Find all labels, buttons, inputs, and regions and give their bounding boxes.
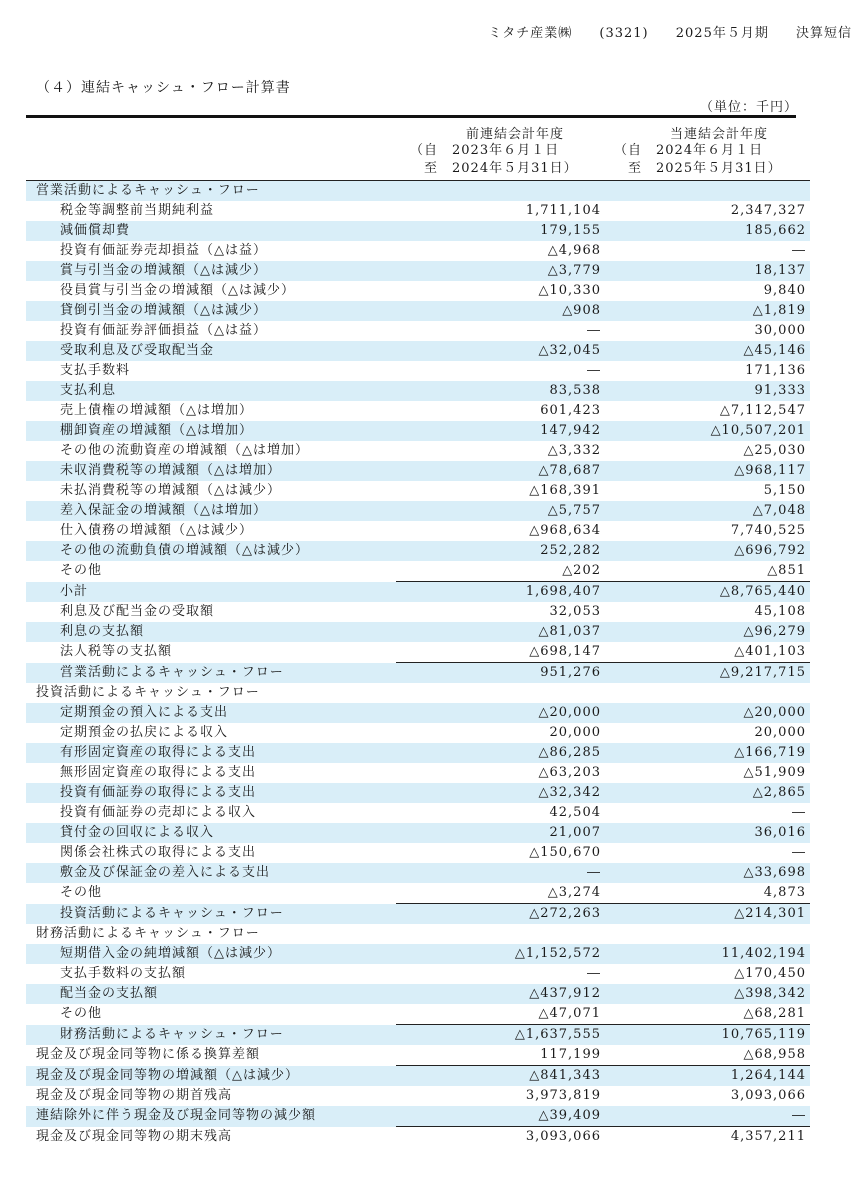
current-year-value: △968,117 [607, 461, 810, 481]
row-label: 差入保証金の増減額（△は増加） [26, 501, 396, 521]
row-label: 未収消費税等の増減額（△は増加） [26, 461, 396, 481]
prior-year-value: △1,637,555 [396, 1025, 607, 1046]
current-year-value: 10,765,119 [607, 1025, 810, 1046]
prior-year-value [396, 181, 607, 202]
prior-year-value: △32,045 [396, 341, 607, 361]
table-row [26, 883, 810, 904]
prior-year-value: △3,274 [547, 885, 601, 900]
current-year-value: 3,093,066 [730, 1088, 806, 1103]
row-label: 配当金の支払額 [26, 984, 396, 1004]
column-header-current-year [614, 123, 824, 178]
table-row [26, 1127, 810, 1148]
current-year-value: 9,840 [763, 283, 806, 298]
prior-year-value: 252,282 [396, 541, 607, 561]
row-label: その他 [60, 563, 103, 579]
row-label: 関係会社株式の取得による支出 [60, 845, 257, 860]
prior-year-value: 117,199 [540, 1047, 601, 1062]
row-label: 仕入債務の増減額（△は減少） [60, 523, 253, 538]
row-label: 無形固定資産の取得による支出 [60, 765, 257, 780]
prior-year-value: 179,155 [396, 221, 607, 241]
current-year-value: △33,698 [607, 863, 810, 883]
prior-year-value: 1,711,104 [525, 203, 601, 218]
prior-year-value: △908 [396, 301, 607, 321]
table-row [26, 1025, 810, 1046]
current-year-value: △1,819 [607, 301, 810, 321]
column-title: 当連結会計年度 [669, 127, 768, 142]
table-row [26, 683, 810, 703]
document-type: 決算短信 [795, 26, 852, 41]
row-label: 財務活動によるキャッシュ・フロー [26, 1025, 396, 1046]
row-label: 有形固定資産の取得による支出 [26, 743, 396, 763]
row-label: 貸付金の回収による収入 [26, 823, 396, 843]
table-row [26, 481, 810, 501]
table-row [26, 541, 810, 561]
table-row [26, 823, 810, 843]
column-header-prior-year [410, 123, 620, 178]
row-label: 賞与引当金の増減額（△は減少） [26, 261, 396, 281]
current-year-value: △7,112,547 [719, 403, 806, 418]
current-year-value: △170,450 [734, 966, 806, 981]
table-row [26, 984, 810, 1004]
prior-year-value: 42,504 [549, 805, 601, 820]
column-title: 前連結会計年度 [465, 127, 564, 142]
current-year-value [607, 683, 810, 703]
prior-year-value: ― [396, 863, 607, 883]
row-label: 定期預金の払戻による収入 [60, 725, 229, 740]
prior-year-value: 1,698,407 [396, 582, 607, 603]
current-year-value: ― [792, 243, 806, 258]
prior-year-value: △168,391 [529, 483, 601, 498]
current-year-value: △10,507,201 [607, 421, 810, 441]
cash-flow-statement [26, 115, 806, 1147]
prior-year-value: ― [587, 363, 601, 378]
row-label: 連結除外に伴う現金及び現金同等物の減少額 [26, 1106, 396, 1127]
prior-year-value: △202 [562, 563, 601, 578]
prior-year-value: 21,007 [396, 823, 607, 843]
prior-year-value: △81,037 [396, 622, 607, 642]
prior-year-value: △5,757 [396, 501, 607, 521]
table-row [26, 561, 810, 582]
prior-year-value: △841,343 [396, 1066, 607, 1087]
stock-code: (3321) [599, 26, 649, 41]
prior-year-value: △272,263 [396, 904, 607, 925]
row-label: 法人税等の支払額 [60, 644, 173, 660]
current-year-value: △96,279 [607, 622, 810, 642]
table-row [26, 843, 810, 863]
prior-year-value: ― [587, 323, 601, 338]
table-row [26, 863, 810, 883]
row-label: その他の流動資産の増減額（△は増加） [60, 443, 309, 458]
prior-year-value: △968,634 [529, 523, 601, 538]
unit-label: （単位：千円） [700, 100, 799, 115]
table-row [26, 663, 810, 684]
prior-year-value: △78,687 [396, 461, 607, 481]
table-row [26, 421, 810, 441]
column-period-from: （自 2023年６月１日 [410, 143, 560, 158]
prior-year-value: △20,000 [396, 703, 607, 723]
table-row [26, 441, 810, 461]
table-row [26, 401, 810, 421]
company-name: ミタチ産業㈱ [488, 26, 573, 41]
table-row [26, 803, 810, 823]
table-row [26, 944, 810, 964]
row-label: 投資活動によるキャッシュ・フロー [36, 685, 260, 700]
current-year-value: △68,958 [743, 1047, 806, 1062]
table-row [26, 1106, 810, 1127]
column-period-from: （自 2024年６月１日 [614, 143, 764, 158]
prior-year-value: △3,332 [547, 443, 601, 458]
row-label: 未払消費税等の増減額（△は減少） [60, 483, 281, 498]
table-row [26, 301, 810, 321]
row-label: 投資有価証券の取得による支出 [26, 783, 396, 803]
current-year-value: 45,108 [754, 604, 806, 619]
current-year-value: △9,217,715 [607, 663, 810, 684]
row-label: 貸倒引当金の増減額（△は減少） [26, 301, 396, 321]
current-year-value: 18,137 [607, 261, 810, 281]
row-label: 利息及び配当金の受取額 [60, 604, 215, 619]
table-row [26, 1066, 810, 1087]
current-year-value: △214,301 [607, 904, 810, 925]
current-year-value: 20,000 [754, 725, 806, 740]
row-label: その他 [60, 885, 103, 901]
cash-flow-table [26, 180, 810, 1147]
current-year-value: 4,873 [763, 885, 806, 900]
row-label: 投資活動によるキャッシュ・フロー [26, 904, 396, 925]
prior-year-value: 3,093,066 [396, 1127, 607, 1148]
prior-year-value: 951,276 [396, 663, 607, 684]
current-year-value [607, 924, 810, 944]
row-label: 小計 [26, 582, 396, 603]
row-label: 支払手数料の支払額 [60, 966, 187, 981]
column-period-to: 至 2024年５月31日） [410, 161, 578, 176]
table-row [26, 521, 810, 541]
table-row [26, 582, 810, 603]
row-label: 受取利息及び受取配当金 [26, 341, 396, 361]
row-label: 短期借入金の純増減額（△は減少） [26, 944, 396, 964]
table-row [26, 261, 810, 281]
prior-year-value: 83,538 [396, 381, 607, 401]
table-row [26, 783, 810, 803]
row-label: 営業活動によるキャッシュ・フロー [26, 663, 396, 684]
table-row [26, 221, 810, 241]
row-label: 現金及び現金同等物に係る換算差額 [36, 1047, 261, 1063]
current-year-value: △401,103 [734, 644, 806, 659]
prior-year-value [396, 683, 607, 703]
row-label: 敷金及び保証金の差入による支出 [26, 863, 396, 883]
current-year-value: △25,030 [743, 443, 806, 458]
current-year-value: 11,402,194 [607, 944, 810, 964]
current-year-value: △851 [767, 563, 806, 578]
row-label: 支払利息 [26, 381, 396, 401]
row-label: 現金及び現金同等物の期首残高 [36, 1088, 233, 1103]
table-row [26, 602, 810, 622]
table-row [26, 622, 810, 642]
row-label: その他の流動負債の増減額（△は減少） [26, 541, 396, 561]
table-row [26, 1004, 810, 1025]
current-year-value: △8,765,440 [607, 582, 810, 603]
prior-year-value: 147,942 [396, 421, 607, 441]
row-label: 投資有価証券の売却による収入 [60, 805, 257, 820]
current-year-value: ― [607, 1106, 810, 1127]
current-year-value: 185,662 [607, 221, 810, 241]
row-label: 現金及び現金同等物の増減額（△は減少） [26, 1066, 396, 1087]
current-year-value [607, 181, 810, 202]
table-row [26, 461, 810, 481]
current-year-value: △51,909 [743, 765, 806, 780]
row-label: 支払手数料 [60, 363, 131, 378]
row-label: 投資有価証券売却損益（△は益） [60, 243, 267, 258]
prior-year-value: 20,000 [549, 725, 601, 740]
prior-year-value: △86,285 [396, 743, 607, 763]
current-year-value: △68,281 [743, 1006, 806, 1021]
table-row [26, 181, 810, 202]
table-row [26, 361, 810, 381]
current-year-value: 7,740,525 [730, 523, 806, 538]
current-year-value: △45,146 [607, 341, 810, 361]
prior-year-value [396, 924, 607, 944]
prior-year-value: △698,147 [529, 644, 601, 659]
row-label: 財務活動によるキャッシュ・フロー [36, 926, 260, 941]
table-row [26, 241, 810, 261]
current-year-value: △2,865 [607, 783, 810, 803]
row-label: その他 [60, 1006, 103, 1022]
prior-year-value: △4,968 [547, 243, 601, 258]
current-year-value: △7,048 [607, 501, 810, 521]
row-label: 投資有価証券評価損益（△は益） [60, 323, 267, 338]
row-label: 税金等調整前当期純利益 [60, 203, 215, 218]
table-row [26, 743, 810, 763]
current-year-value: △166,719 [607, 743, 810, 763]
table-row [26, 924, 810, 944]
current-year-value: 2,347,327 [730, 203, 806, 218]
prior-year-value: △3,779 [396, 261, 607, 281]
prior-year-value: ― [587, 966, 601, 981]
table-row [26, 964, 810, 984]
table-row [26, 381, 810, 401]
prior-year-value: △39,409 [396, 1106, 607, 1127]
current-year-value: 36,016 [607, 823, 810, 843]
table-row [26, 642, 810, 663]
table-row [26, 501, 810, 521]
table-row [26, 1045, 810, 1066]
row-label: 棚卸資産の増減額（△は増加） [26, 421, 396, 441]
prior-year-value: △47,071 [538, 1006, 601, 1021]
row-label: 営業活動によるキャッシュ・フロー [26, 181, 396, 202]
current-year-value: 171,136 [745, 363, 806, 378]
prior-year-value: △437,912 [396, 984, 607, 1004]
row-label: 役員賞与引当金の増減額（△は減少） [60, 283, 295, 298]
table-row [26, 703, 810, 723]
current-year-value: 91,333 [607, 381, 810, 401]
current-year-value: 5,150 [763, 483, 806, 498]
prior-year-value: △63,203 [538, 765, 601, 780]
current-year-value: ― [792, 845, 806, 860]
table-row [26, 201, 810, 221]
column-headers [26, 118, 796, 180]
column-period-to: 至 2025年５月31日） [614, 161, 782, 176]
table-row [26, 321, 810, 341]
prior-year-value: △10,330 [538, 283, 601, 298]
fiscal-period: 2025年５月期 [675, 26, 769, 41]
prior-year-value: △150,670 [529, 845, 601, 860]
document-header [466, 22, 852, 41]
row-label: 現金及び現金同等物の期末残高 [36, 1128, 233, 1144]
table-row [26, 341, 810, 361]
table-row [26, 763, 810, 783]
section-title: （４）連結キャッシュ・フロー計算書 [36, 80, 291, 96]
table-row [26, 904, 810, 925]
table-row [26, 281, 810, 301]
current-year-value: △696,792 [607, 541, 810, 561]
current-year-value: △398,342 [607, 984, 810, 1004]
prior-year-value: △1,152,572 [396, 944, 607, 964]
prior-year-value: 601,423 [540, 403, 601, 418]
prior-year-value: △32,342 [396, 783, 607, 803]
prior-year-value: 32,053 [549, 604, 601, 619]
row-label: 利息の支払額 [26, 622, 396, 642]
current-year-value: 1,264,144 [607, 1066, 810, 1087]
current-year-value: 30,000 [754, 323, 806, 338]
current-year-value: ― [792, 805, 806, 820]
row-label: 売上債権の増減額（△は増加） [60, 403, 253, 418]
row-label: 定期預金の預入による支出 [26, 703, 396, 723]
table-row [26, 723, 810, 743]
current-year-value: 4,357,211 [607, 1127, 810, 1148]
table-row [26, 1086, 810, 1106]
prior-year-value: 3,973,819 [525, 1088, 601, 1103]
row-label: 減価償却費 [26, 221, 396, 241]
current-year-value: △20,000 [607, 703, 810, 723]
